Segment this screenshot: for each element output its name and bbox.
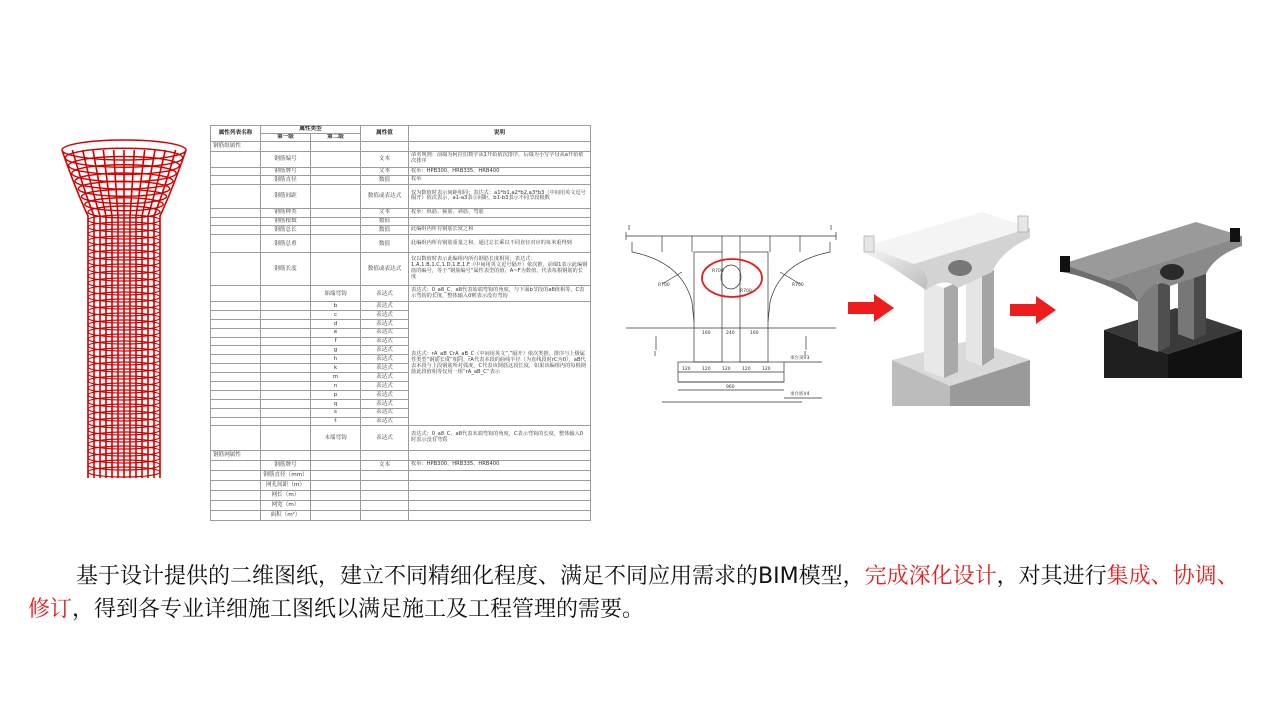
table-cell-c (311, 176, 361, 185)
table-cell-e: 此编组内所有钢筋长度之和 (409, 226, 591, 235)
table-cell-d (361, 510, 409, 520)
table-cell-b (261, 346, 311, 355)
table-cell-a (211, 208, 261, 217)
table-row (211, 185, 591, 208)
table-cell-e (409, 490, 591, 500)
table-row (211, 217, 591, 226)
table-row (211, 500, 591, 510)
table-cell-d: 表达式 (361, 328, 409, 337)
table-cell-b (261, 399, 311, 408)
table-cell-b (261, 328, 311, 337)
table-cell-e (409, 480, 591, 490)
table-cell-c (311, 500, 361, 510)
table-cell-b: 钢筋总重 (261, 235, 311, 253)
table-cell-d: 文本 (361, 167, 409, 176)
table-row (211, 490, 591, 500)
table-cell-c: 始端弯钩 (311, 286, 361, 302)
table-cell-b (261, 426, 311, 450)
table-cell-b (261, 408, 311, 417)
dim-120-b: 120 (702, 367, 711, 372)
table-cell-a (211, 417, 261, 426)
table-cell-b (261, 337, 311, 346)
table-cell-b (261, 390, 311, 399)
table-cell-a (211, 152, 261, 168)
dim-120-c: 120 (722, 367, 731, 372)
section-mark-2: I (830, 224, 833, 232)
table-cell-a (211, 382, 261, 391)
header-group: 属性类型 (261, 126, 361, 134)
table-cell-b (261, 382, 311, 391)
table-cell-b: 网孔间距（m） (261, 480, 311, 490)
table-cell-d: 表达式 (361, 417, 409, 426)
table-cell-c (311, 460, 361, 470)
table-row (211, 226, 591, 235)
table-cell-c (311, 253, 361, 286)
table-cell-d: 数值或表达式 (361, 185, 409, 208)
dim-120-a: 120 (682, 367, 691, 372)
table-row (211, 470, 591, 480)
table-cell-d (361, 500, 409, 510)
table-cell-d: 表达式 (361, 364, 409, 373)
rebar-cage-model (58, 138, 192, 484)
pier-3d-model-light (862, 210, 1030, 406)
table-cell-c (311, 480, 361, 490)
table-cell-desc: 表达式：rA_aB_CrA_aB_C（中间用英文“,”隔开）依次类推，排序与上级属性类型“钢筋长度”相同，rA代表本段的曲线半径（为直线段时rC为0），aB代表本段与上段钢筋所对弧度，C代表该钢筋这段长度，如果该编组内的每根钢筋此段值相等仅用一组“rA_aB_C”表示 (409, 301, 591, 425)
table-cell-a (211, 364, 261, 373)
table-cell-b: 钢筋种类 (261, 208, 311, 217)
section-mark-1: I (628, 224, 631, 232)
table-cell-c (311, 152, 361, 168)
table-cell-b (261, 142, 311, 152)
table-cell-d: 表达式 (361, 382, 409, 391)
table-cell-b: 钢筋间距 (261, 185, 311, 208)
caption-part1: 基于设计提供的二维图纸，建立不同精细化程度、满足不同应用需求的BIM模型， (76, 564, 865, 589)
section-mark-4: I (804, 350, 807, 358)
table-cell-b (261, 355, 311, 364)
table-cell-e: 表达式：0_a8_C，a8代表末端弯钩的角度，C表示弯钩的长度，整体输入0时表示没有弯钩 (409, 426, 591, 450)
radius-label-1: R700 (658, 283, 670, 288)
table-cell-b: 钢筋总长 (261, 226, 311, 235)
table-cell-b: 钢筋编号 (261, 152, 311, 168)
table-row (211, 301, 591, 310)
table-cell-c: b (311, 301, 361, 310)
table-cell-d (361, 450, 409, 460)
table-cell-a: 钢筋网属性 (211, 450, 261, 460)
radius-label-4: R700 (740, 289, 752, 294)
section-mark-3: I (654, 350, 657, 358)
table-cell-d: 数值 (361, 176, 409, 185)
dim-120-d: 120 (742, 367, 751, 372)
slide-caption (28, 560, 1256, 626)
table-cell-c (311, 185, 361, 208)
table-cell-d: 表达式 (361, 337, 409, 346)
dim-160-left: 160 (702, 331, 711, 336)
header-col-name: 属性列表名称 (211, 126, 261, 142)
table-cell-a (211, 480, 261, 490)
table-cell-a (211, 426, 261, 450)
table-cell-c (311, 226, 361, 235)
table-cell-c: n (311, 382, 361, 391)
table-cell-a (211, 470, 261, 480)
table-cell-a (211, 460, 261, 470)
table-cell-c: m (311, 373, 361, 382)
table-cell-c (311, 142, 361, 152)
table-cell-c (311, 208, 361, 217)
table-cell-b: 网长（m） (261, 490, 311, 500)
table-cell-d: 表达式 (361, 346, 409, 355)
table-cell-c: e (311, 328, 361, 337)
table-cell-b: 钢筋根数 (261, 217, 311, 226)
table-cell-c: q (311, 399, 361, 408)
table-cell-b: 钢筋直径 (261, 176, 311, 185)
table-cell-d: 数值 (361, 217, 409, 226)
table-row (211, 235, 591, 253)
table-cell-d: 数值 (361, 235, 409, 253)
caption-highlight-1: 完成深化设计 (864, 564, 997, 589)
table-cell-d: 表达式 (361, 373, 409, 382)
table-cell-b: 网宽（m） (261, 500, 311, 510)
table-cell-c: f (311, 337, 361, 346)
dim-960: 960 (726, 385, 735, 390)
table-cell-a (211, 301, 261, 310)
table-cell-b (261, 364, 311, 373)
table-cell-b (261, 373, 311, 382)
header-desc: 说明 (409, 126, 591, 142)
table-cell-a (211, 217, 261, 226)
radius-label-3: R700 (712, 269, 724, 274)
table-cell-d (361, 480, 409, 490)
table-cell-b: 钢筋牌号 (261, 460, 311, 470)
table-cell-b: 钢筋牌号 (261, 167, 311, 176)
header-level1: 第一级 (261, 134, 311, 142)
table-cell-e (409, 142, 591, 152)
table-cell-a (211, 346, 261, 355)
table-row (211, 253, 591, 286)
table-cell-e: 枚举：纵筋、箍筋、斜筋、弯筋 (409, 208, 591, 217)
table-cell-a (211, 328, 261, 337)
table-row (211, 208, 591, 217)
table-cell-c: g (311, 346, 361, 355)
table-cell-a (211, 399, 261, 408)
table-cell-a (211, 253, 261, 286)
table-cell-b: 钢筋直径（mm） (261, 470, 311, 480)
table-cell-b (261, 310, 311, 319)
table-cell-d: 数值 (361, 226, 409, 235)
table-cell-a (211, 176, 261, 185)
table-cell-c: p (311, 390, 361, 399)
table-cell-d: 表达式 (361, 408, 409, 417)
table-cell-d: 表达式 (361, 355, 409, 364)
table-cell-e: 表达式：0_a8_C，a8代表始端弯钩的角度，与下面b节段的a8值相等，C表示弯钩的长度，整体输入0则表示没有弯钩 (409, 286, 591, 302)
table-cell-b: 钢筋长度 (261, 253, 311, 286)
table-row (211, 460, 591, 470)
table-cell-a (211, 337, 261, 346)
level-label-v4: 承台底V4 (790, 392, 810, 397)
table-row (211, 152, 591, 168)
table-cell-c (311, 450, 361, 460)
table-cell-a (211, 408, 261, 417)
table-row (211, 167, 591, 176)
table-cell-a: 钢筋组属性 (211, 142, 261, 152)
table-cell-a (211, 490, 261, 500)
table-cell-a (211, 500, 261, 510)
header-value: 属性值 (361, 126, 409, 142)
table-row (211, 176, 591, 185)
table-row (211, 286, 591, 302)
table-cell-c: c (311, 310, 361, 319)
rebar-attribute-table (210, 125, 591, 521)
table-cell-e: 仅以数值时表示此编组内所有钢筋长度相同；表达式：1.A,1.B,1.C,1.D,1.E,1.F（中间用英文逗号隔开）依次推，前缀1表示此编钢筋的编号，等于“钢筋编号”属性表型的值，A~F为数值，代表每根钢筋的长度 (409, 253, 591, 286)
table-cell-b (261, 319, 311, 328)
table-row (211, 142, 591, 152)
table-cell-c (311, 470, 361, 480)
pier-3d-model-dark (1058, 212, 1242, 378)
table-cell-e (409, 470, 591, 480)
table-cell-c: k (311, 364, 361, 373)
table-cell-d: 文本 (361, 460, 409, 470)
table-cell-d: 表达式 (361, 310, 409, 319)
table-cell-b (261, 450, 311, 460)
caption-part2: ，对其进行 (996, 564, 1107, 589)
table-cell-d: 文本 (361, 152, 409, 168)
table-cell-b (261, 286, 311, 302)
table-cell-c: t (311, 417, 361, 426)
table-cell-e: 命名规则：前缀为阿拉伯数字从1开始依次排序，后缀为小写字母从a开始依次排序 (409, 152, 591, 168)
table-cell-e (409, 500, 591, 510)
table-cell-b (261, 301, 311, 310)
table-row (211, 450, 591, 460)
table-cell-a (211, 319, 261, 328)
dim-160-right: 160 (750, 331, 759, 336)
table-cell-e: 枚举：HPB300、HRB335、HRB400 (409, 460, 591, 470)
table-cell-c (311, 167, 361, 176)
radius-label-2: R700 (792, 283, 804, 288)
table-cell-e: 枚举 (409, 176, 591, 185)
table-cell-d: 表达式 (361, 319, 409, 328)
table-cell-e: 仅为数值时表示间距相同；表达式：a1*b1,a2*b2,a3*b3（中间用英文逗号隔开）依次表示，a1-a3表示间距，b1-b3表示不同节段根数 (409, 185, 591, 208)
table-cell-e: 枚举：HPB300、HRB335、HRB400 (409, 167, 591, 176)
table-cell-e: 此编组内所有钢筋重量之和，通过总长乘以不同直径对应的每米重得到 (409, 235, 591, 253)
table-cell-c: d (311, 319, 361, 328)
caption-part3: ，得到各专业详细施工图纸以满足施工及工程管理的需要。 (72, 597, 645, 622)
table-cell-c (311, 235, 361, 253)
table-cell-e (409, 217, 591, 226)
table-row (211, 480, 591, 490)
table-cell-a (211, 167, 261, 176)
highlight-circle (702, 259, 762, 297)
table-cell-d: 文本 (361, 208, 409, 217)
dim-120-e: 120 (762, 367, 771, 372)
table-cell-b: 面积（m²） (261, 510, 311, 520)
table-cell-a (211, 510, 261, 520)
table-cell-a (211, 235, 261, 253)
table-cell-d (361, 470, 409, 480)
table-cell-d (361, 490, 409, 500)
pier-cad-drawing (622, 222, 840, 410)
table-cell-c: s (311, 408, 361, 417)
table-cell-d (361, 142, 409, 152)
caption-highlight-2: 集成、协调、修订 (28, 564, 1239, 622)
table-cell-a (211, 226, 261, 235)
level-label-v3: 承台顶V3 (790, 356, 810, 361)
table-cell-d: 表达式 (361, 301, 409, 310)
table-row (211, 426, 591, 450)
table-cell-b (261, 417, 311, 426)
table-cell-d: 表达式 (361, 390, 409, 399)
table-cell-a (211, 373, 261, 382)
table-cell-d: 数值或表达式 (361, 253, 409, 286)
header-level2: 第二级 (311, 134, 361, 142)
table-cell-c (311, 490, 361, 500)
table-cell-a (211, 310, 261, 319)
table-cell-e (409, 510, 591, 520)
table-cell-a (211, 286, 261, 302)
table-cell-c (311, 217, 361, 226)
table-cell-c (311, 510, 361, 520)
dim-240: 240 (726, 331, 735, 336)
table-cell-c: h (311, 355, 361, 364)
table-cell-e (409, 450, 591, 460)
table-row (211, 510, 591, 520)
table-cell-d: 表达式 (361, 399, 409, 408)
table-cell-a (211, 355, 261, 364)
table-cell-d: 表达式 (361, 426, 409, 450)
table-cell-a (211, 185, 261, 208)
table-cell-d: 表达式 (361, 286, 409, 302)
table-cell-a (211, 390, 261, 399)
table-cell-c: 末端弯钩 (311, 426, 361, 450)
